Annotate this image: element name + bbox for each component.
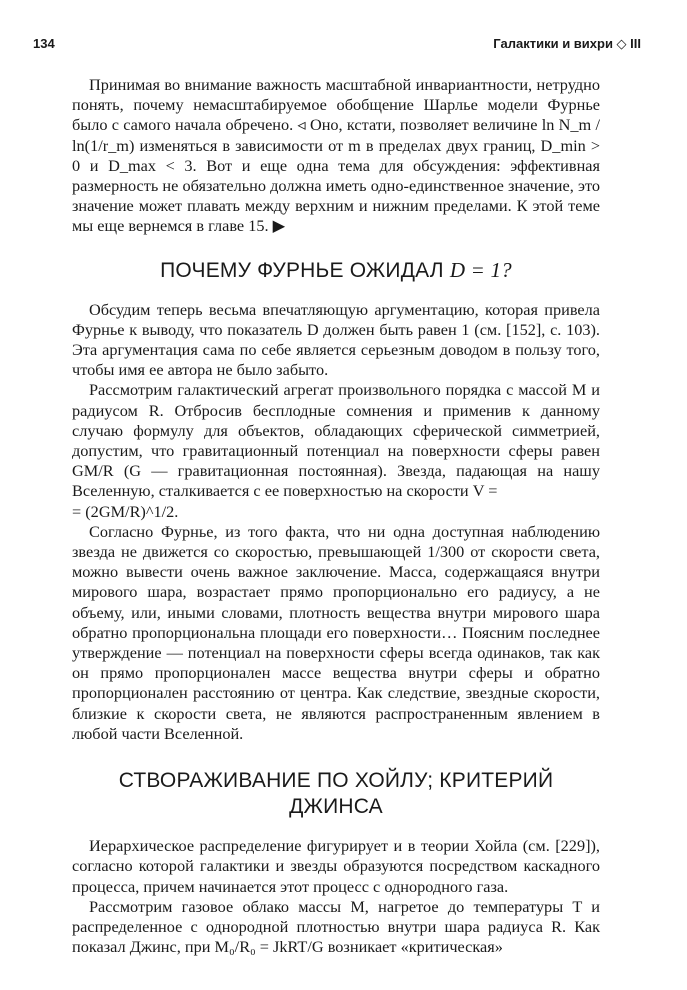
body-paragraph: Обсудим теперь весьма впечатляющую аргументацию, которая привела Фурнье к выводу, что показатель D должен быть равен 1 (см. [152], с. 103). Эта аргументация сама по себе является серьезным доводом в пользу того, чтобы имя ее автора не было забыто. [72,299,600,380]
body-paragraph: Рассмотрим галактический агрегат произвольного порядка с массой M и радиусом R. Отбросив бесплодные сомнения и применив к данному случаю формулу для объектов, обладающих сферической симметрией, допустим, что гравитационный потенциал на поверхности сферы равен GM/R (G — гравитационная постоянная). Звезда, падающая на нашу Вселенную, сталкивается с ее поверхностью на скорости V = [72,380,600,501]
section-heading-math: D = 1? [449,257,512,282]
section-heading-hoyle: СТВОРАЖИВАНИЕ ПО ХОЙЛУ; КРИТЕРИЙ ДЖИНСА [118,769,554,819]
page-header [33,36,641,56]
body-paragraph: Рассмотрим газовое облако массы M, нагретое до температуры T и распределенное с однородной плотностью внутри шара радиуса R. Как показал Джинс, при M₀/R₀ = JkRT/G возникает «критическая» [72,896,600,957]
section-heading-text: ПОЧЕМУ ФУРНЬЕ ОЖИДАЛ [160,258,444,282]
body-paragraph: Иерархическое распределение фигурирует и в теории Хойла (см. [229]), согласно которой галактики и звезды образуются посредством каскадного процесса, причем начинается этот процесс с однородного газа. [72,836,600,896]
running-title: Галактики и вихри ◇ III [493,36,641,51]
intro-paragraph: Принимая во внимание важность масштабной инвариантности, нетрудно понять, почему немасштабируемое обобщение Шарлье модели Фурнье было с самого начала обречено. ◃ Оно, кстати, позволяет величине ln N_m / ln(1/r_m) изменяться в зависимости от m в пределах двух границ, D_min > 0 и D_max < 3. Вот и еще одна тема для обсуждения: эффективная размерность не обязательно должна иметь одно-единственное значение, это значение может плавать между верхним и нижним пределами. К этой теме мы еще вернемся в главе 15. ▶ [72,75,600,236]
page-number: 134 [33,36,55,51]
section-heading-fournier [72,257,600,284]
formula-line: = (2GM/R)^1/2. [72,501,179,521]
body-paragraph: Согласно Фурнье, из того факта, что ни одна доступная наблюдению звезда не движется со скоростью, превышающей 1/300 от скорости света, можно вывести очень важное заключение. Масса, содержащаяся внутри мирового шара, возрастает прямо пропорционально его радиусу, а не объему, или, иными словами, плотность вещества внутри мирового шара обратно пропорциональна площади его поверхности… Поясним последнее утверждение — потенциал на поверхности сферы всегда одинаков, так как он прямо пропорционален массе вещества внутри сферы и обратно пропорционален расстоянию от центра. Как следствие, звездные скорости, близкие к скорости света, не являются распространенным явлением в любой части Вселенной. [72,521,600,743]
page-body [72,75,600,957]
